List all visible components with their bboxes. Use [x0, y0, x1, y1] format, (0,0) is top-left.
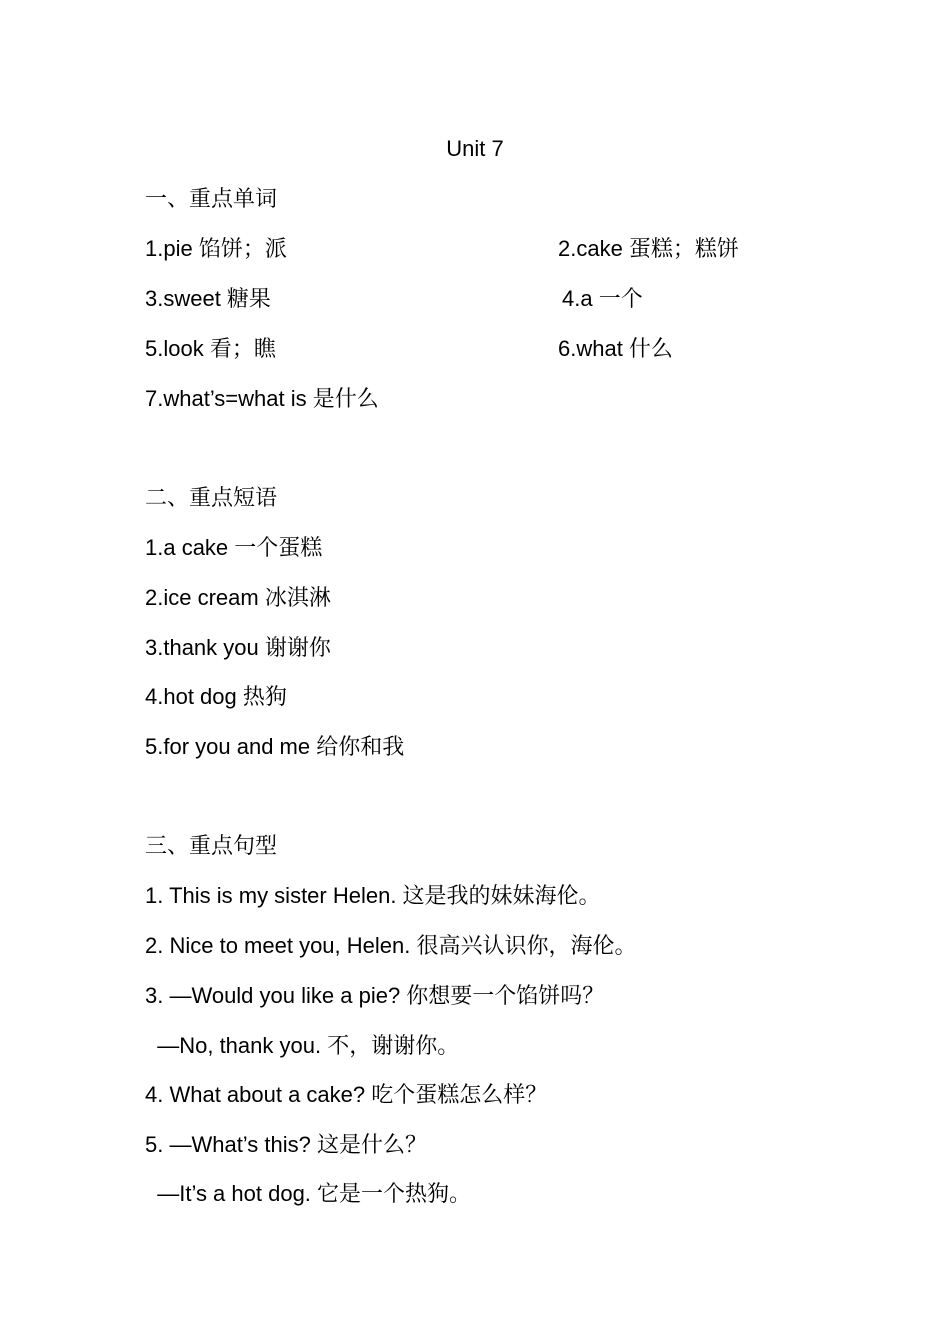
phrase-item: 5.for you and me 给你和我	[145, 734, 405, 759]
sentence-item: 1. This is my sister Helen. 这是我的妹妹海伦。	[145, 883, 601, 908]
word-item: 5.look 看；瞧	[145, 336, 276, 361]
word-item: 1.pie 馅饼；派	[145, 236, 287, 261]
phrase-item: 3.thank you 谢谢你	[145, 635, 331, 660]
phrase-item: 4.hot dog 热狗	[145, 684, 287, 709]
word-item: 6.what 什么	[558, 336, 673, 361]
sentence-item: —It’s a hot dog. 它是一个热狗。	[145, 1181, 472, 1206]
sentence-item: 2. Nice to meet you, Helen. 很高兴认识你，海伦。	[145, 933, 637, 958]
sentence-item: 4. What about a cake? 吃个蛋糕怎么样？	[145, 1082, 548, 1107]
word-item: 7.what’s=what is 是什么	[145, 386, 379, 411]
sentence-item: 3. —Would you like a pie? 你想要一个馅饼吗？	[145, 983, 605, 1008]
section-heading-sentences: 三、重点句型	[145, 834, 278, 859]
word-item: 3.sweet 糖果	[145, 286, 271, 311]
word-item: 2.cake 蛋糕；糕饼	[558, 236, 739, 261]
page-title: Unit 7	[446, 136, 504, 161]
sentence-item: 5. —What’s this? 这是什么？	[145, 1132, 427, 1157]
section-heading-phrases: 二、重点短语	[145, 486, 278, 511]
phrase-item: 1.a cake 一个蛋糕	[145, 535, 323, 560]
sentence-item: —No, thank you. 不，谢谢你。	[145, 1033, 460, 1058]
word-item: 4.a 一个	[562, 286, 643, 311]
phrase-item: 2.ice cream 冰淇淋	[145, 585, 331, 610]
section-heading-words: 一、重点单词	[145, 187, 278, 212]
